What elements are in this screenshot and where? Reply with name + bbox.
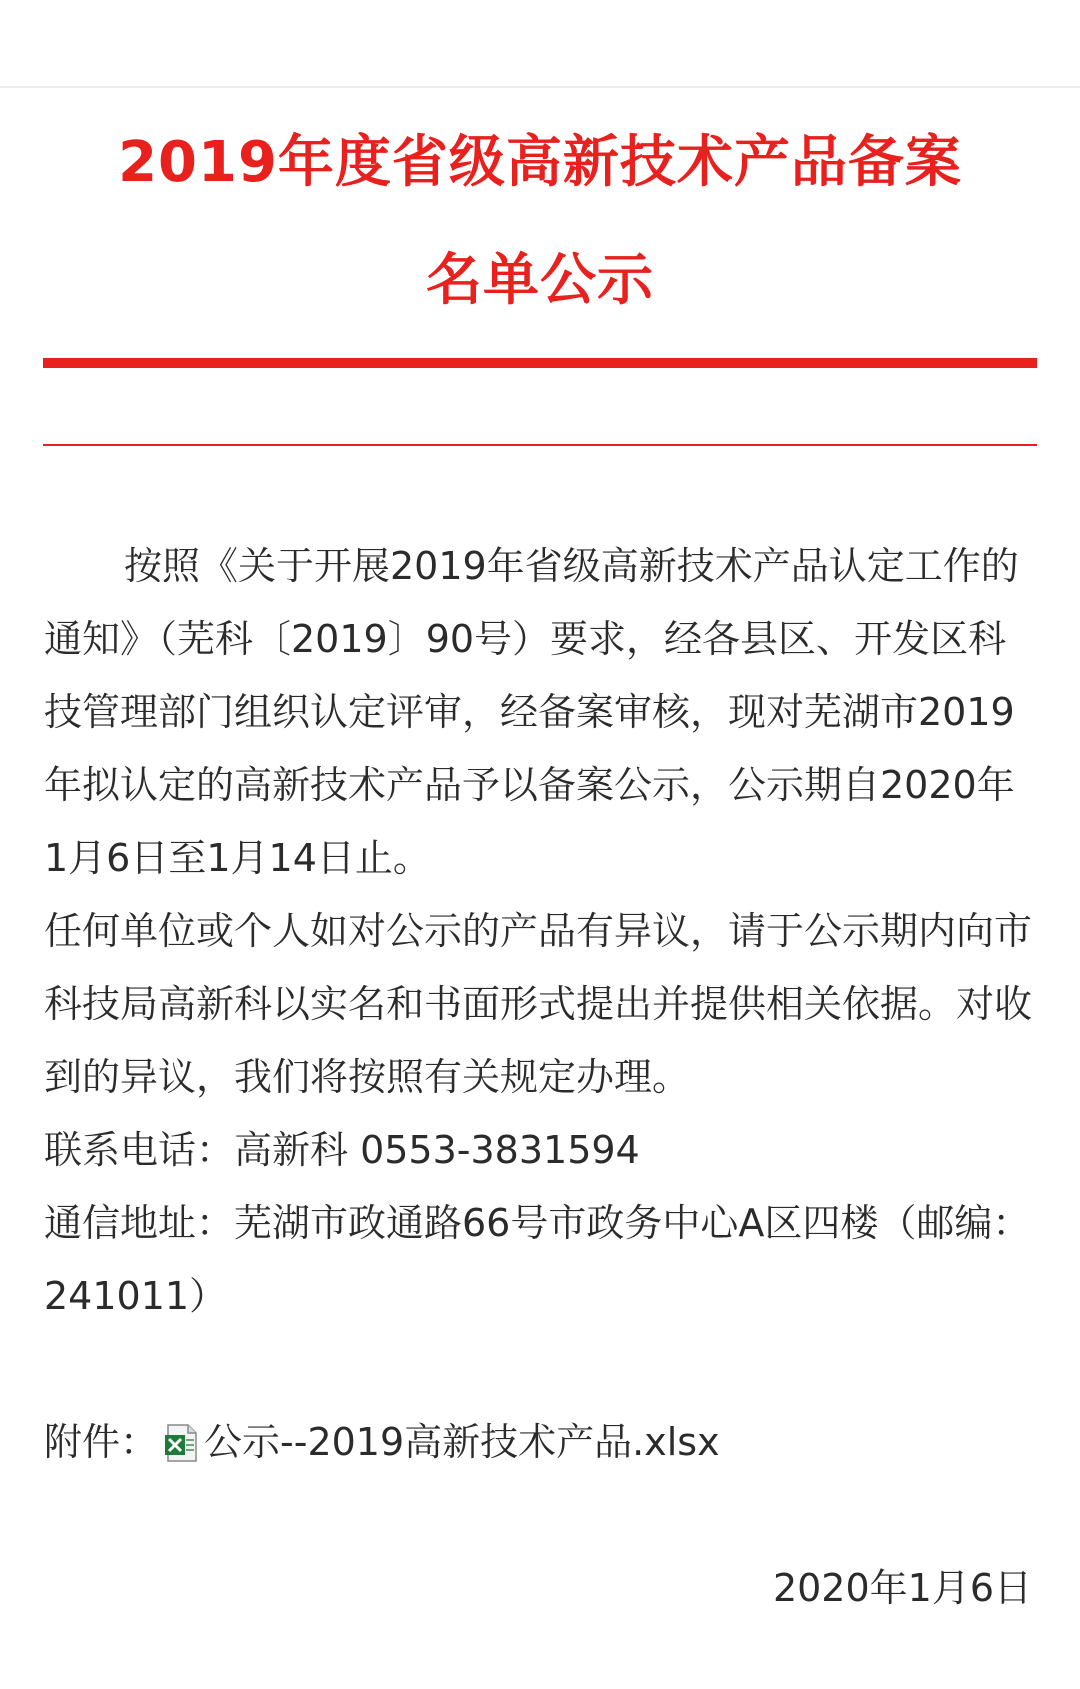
publish-date: 2020年1月6日 xyxy=(772,1566,1032,1610)
attachment-label: 附件： xyxy=(44,1420,159,1464)
top-bar xyxy=(0,0,1080,88)
attachment-file-link[interactable]: 公示--2019高新技术产品.xlsx xyxy=(204,1420,720,1464)
notice-body xyxy=(44,530,1034,1479)
notice-paragraph-2: 任何单位或个人如对公示的产品有异议，请于公示期内向市科技局高新科以实名和书面形式提出并提供相关依据。对收到的异议，我们将按照有关规定办理。 xyxy=(44,909,1033,1099)
contact-phone: 联系电话：高新科 0553-3831594 xyxy=(44,1128,640,1172)
spacer xyxy=(44,1333,1034,1406)
mailing-address: 通信地址：芜湖市政通路66号市政务中心A区四楼（邮编：241011） xyxy=(44,1201,1031,1318)
excel-file-icon xyxy=(164,1423,200,1463)
page-title-line-2: 名单公示 xyxy=(426,248,654,313)
red-divider-thick xyxy=(43,358,1037,368)
notice-paragraph-1: 按照《关于开展2019年省级高新技术产品认定工作的通知》（芜科〔2019〕90号）要求，经各县区、开发区科技管理部门组织认定评审，经备案审核，现对芜湖市2019年拟认定的高新技术产品予以备案公示，公示期自2020年1月6日至1月14日止。 xyxy=(44,544,1019,880)
page-title-line-1: 2019年度省级高新技术产品备案 xyxy=(118,130,962,195)
attachment-row xyxy=(44,1406,1034,1479)
red-divider-thin xyxy=(43,444,1037,446)
